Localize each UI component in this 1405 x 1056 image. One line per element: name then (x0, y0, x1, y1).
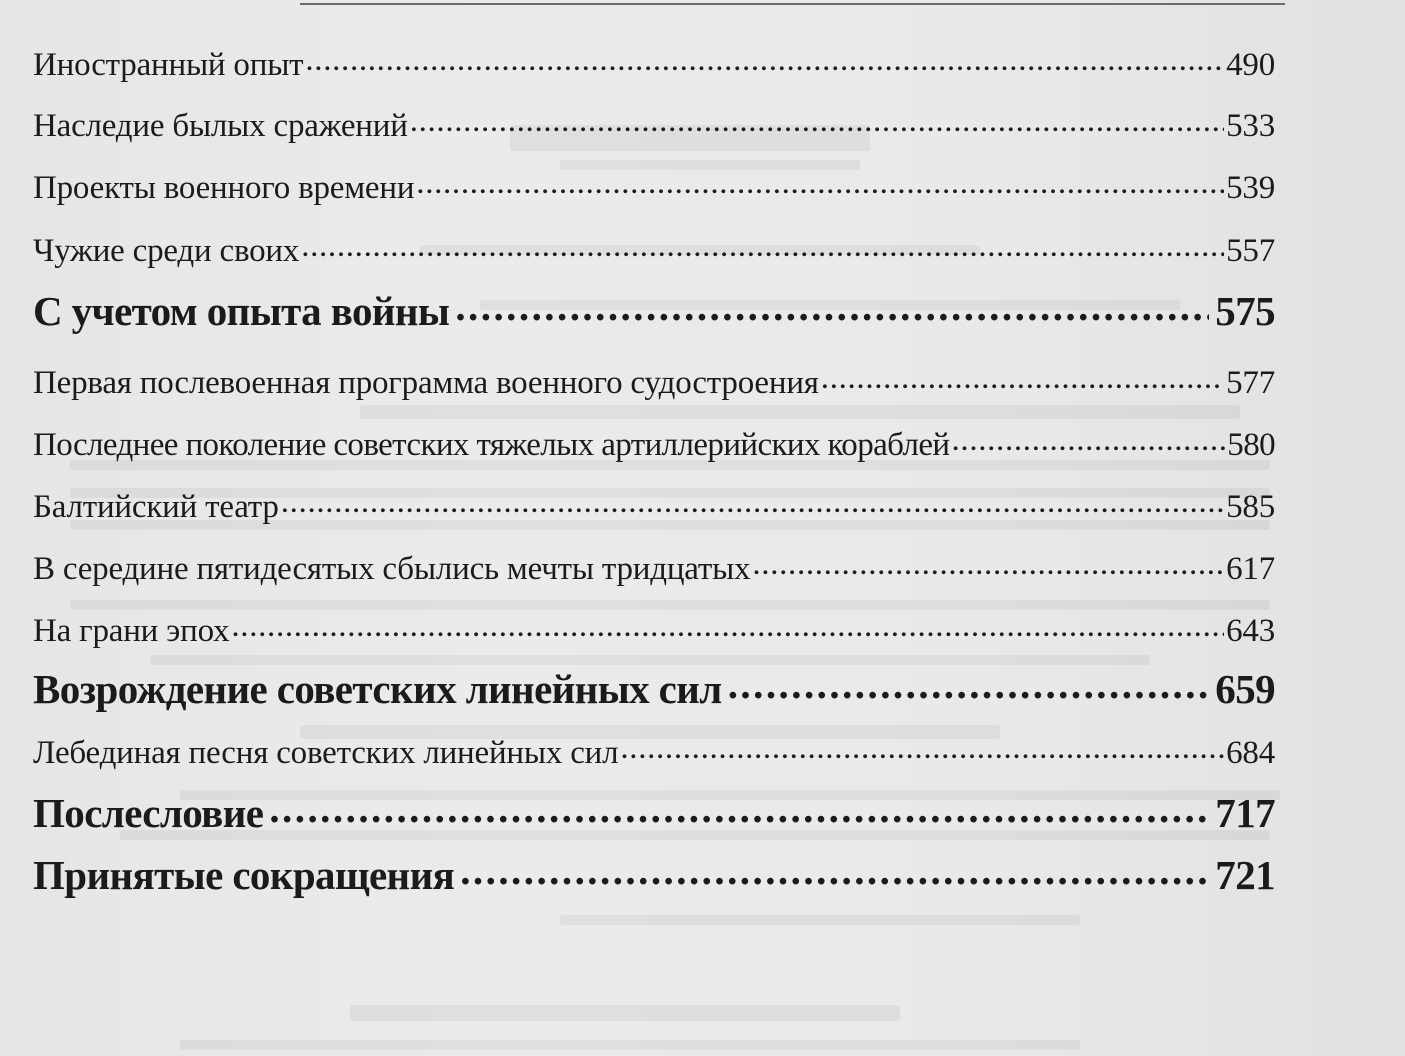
dot-leader (301, 228, 1224, 261)
toc-entry-title: Балтийский театр (33, 489, 279, 525)
toc-entry (33, 484, 1275, 526)
dot-leader (460, 848, 1209, 889)
toc-chapter-title: Послесловие (33, 790, 264, 836)
toc-entry (33, 730, 1275, 772)
toc-entry-page: 577 (1226, 365, 1275, 401)
dot-leader (281, 484, 1224, 517)
toc-entry-page: 585 (1226, 489, 1275, 525)
toc-entry (33, 546, 1275, 588)
toc-entry (33, 165, 1275, 207)
toc-entry-page: 557 (1226, 233, 1275, 269)
toc-entry (33, 608, 1275, 650)
toc-chapter-page: 717 (1215, 790, 1275, 836)
toc-entry-title: Проекты военного времени (33, 170, 415, 206)
toc-chapter (33, 786, 1275, 837)
dot-leader (231, 608, 1224, 641)
toc-entry-title: Наследие былых сражений (33, 108, 408, 144)
toc-chapter-title: Возрождение советских линейных сил (33, 666, 722, 712)
dot-leader (821, 360, 1224, 393)
toc-entry-page: 539 (1226, 170, 1275, 206)
toc-entry (33, 422, 1275, 464)
toc-entry (33, 42, 1275, 84)
toc-entry-title: В середине пятидесятых сбылись мечты тридцатых (33, 551, 751, 587)
dot-leader (620, 730, 1224, 763)
toc-chapter (33, 662, 1275, 713)
toc-entry-page: 643 (1226, 613, 1275, 649)
dot-leader (952, 422, 1226, 455)
toc-entry (33, 228, 1275, 270)
toc-chapter-title: Принятые сокращения (33, 852, 455, 898)
toc-entry-page: 533 (1226, 108, 1275, 144)
toc-entry-title: На грани эпох (33, 613, 230, 649)
dot-leader (269, 786, 1209, 827)
toc-entry-title: Чужие среди своих (33, 233, 300, 269)
dot-leader (455, 284, 1209, 325)
toc-entry-page: 580 (1227, 427, 1275, 463)
toc-entry-title: Первая послевоенная программа военного судостроения (33, 365, 819, 401)
toc-entry-page: 490 (1226, 47, 1275, 83)
dot-leader (410, 103, 1224, 136)
dot-leader (416, 165, 1224, 198)
toc-entry-page: 684 (1226, 735, 1275, 771)
toc-entry-title: Иностранный опыт (33, 47, 304, 83)
dot-leader (752, 546, 1224, 579)
toc-entry (33, 103, 1275, 145)
header-rule (300, 3, 1285, 5)
toc-chapter (33, 848, 1275, 899)
toc-chapter-page: 575 (1215, 288, 1275, 334)
toc-chapter-page: 721 (1215, 852, 1275, 898)
toc-entry-page: 617 (1226, 551, 1275, 587)
toc-chapter-page: 659 (1215, 666, 1275, 712)
dot-leader (305, 42, 1224, 75)
toc-chapter (33, 284, 1275, 335)
toc-chapter-title: С учетом опыта войны (33, 288, 450, 334)
toc-entry-title: Последнее поколение советских тяжелых артиллерийских кораблей (33, 427, 950, 463)
toc-entry-title: Лебединая песня советских линейных сил (33, 735, 619, 771)
dot-leader (728, 662, 1210, 703)
toc-entry (33, 360, 1275, 402)
